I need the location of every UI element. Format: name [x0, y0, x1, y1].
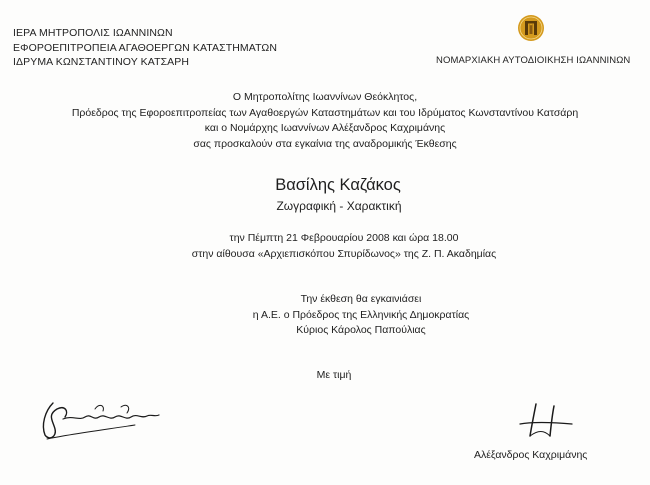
- handwritten-signature-icon: [35, 395, 165, 445]
- opening-details: [36, 292, 650, 339]
- invitation-text: [0, 90, 650, 152]
- closing-regards: Με τιμή: [316, 369, 352, 381]
- invitation-line-invite: σας προσκαλούν στα εγκαίνια της αναδρομικής Έκθεσης: [193, 137, 457, 150]
- prefecture-name: ΝΟΜΑΡΧΙΑΚΗ ΑΥΤΟΔΙΟΙΚΗΣΗ ΙΩΑΝΝΙΝΩΝ: [436, 55, 631, 66]
- issuer-line-board: ΕΦΟΡΟΕΠΙΤΡΟΠΕΙΑ ΑΓΑΘΟΕΡΓΩΝ ΚΑΤΑΣΤΗΜΑΤΩΝ: [13, 41, 278, 54]
- event-venue: στην αίθουσα «Αρχιεπισκόπου Σπυρίδωνος» της Ζ. Π. Ακαδημίας: [191, 247, 497, 260]
- event-date: την Πέμπτη 21 Φεβρουαρίου 2008 και ώρα 18.00: [229, 232, 459, 244]
- issuer-line-metropolis: ΙΕΡΑ ΜΗΤΡΟΠΟΛΙΣ ΙΩΑΝΝΙΝΩΝ: [13, 27, 173, 39]
- opening-line-title: η Α.Ε. ο Πρόεδρος της Ελληνικής Δημοκρατίας: [252, 308, 470, 321]
- artist-name: Βασίλης Καζάκος: [275, 176, 401, 194]
- artist-discipline: Ζωγραφική - Χαρακτική: [276, 199, 402, 213]
- event-details: [19, 231, 650, 262]
- invitation-line-metropolitan: Ο Μητροπολίτης Ιωαννίνων Θεόκλητος,: [232, 91, 418, 103]
- opening-line-name: Κύριος Κάρολος Παπούλιας: [296, 324, 426, 336]
- issuer-line-foundation: ΙΔΡΥΜΑ ΚΩΝΣΤΑΝΤΙΝΟΥ ΚΑΤΣΑΡΗ: [13, 56, 190, 68]
- invitation-line-prefect: και ο Νομάρχης Ιωαννίνων Αλέξανδρος Καχριμάνης: [204, 122, 446, 134]
- prefecture-emblem-icon: [517, 14, 545, 42]
- invitation-line-president: Πρόεδρος της Εφοροεπιτροπείας των Αγαθοεργών Καταστημάτων και του Ιδρύματος Κωνσταντίνου Κατσάρη: [71, 106, 579, 119]
- opening-line-intro: Την έκθεση θα εγκαινιάσει: [300, 293, 422, 305]
- handwritten-signature-icon: [510, 400, 580, 440]
- issuer-header: [13, 26, 277, 70]
- signer-name: Αλέξανδρος Καχριμάνης: [474, 449, 588, 461]
